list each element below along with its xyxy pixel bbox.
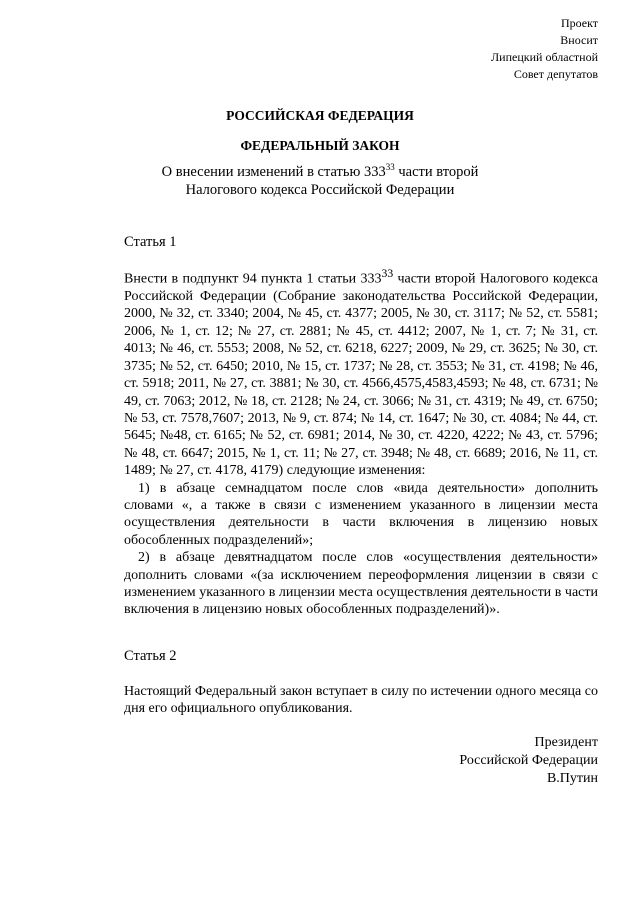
signature-name: В.Путин — [546, 771, 598, 786]
article1-intro-superscript: 33 — [381, 267, 394, 280]
article1-item2: 2) в абзаце девятнадцатом после слов «осуществления деятельности» дополнить словами «(за исключением переоформления лицензии в связи с изменением указанного в лицензии места осуществления деятельности в части включения в лицензию новых обособленных подразделений)». — [124, 550, 598, 618]
article1-label: Статья 1 — [124, 234, 177, 250]
project-header — [491, 15, 598, 83]
law-title-line1 — [90, 163, 550, 181]
article1-intro-part1: Внести в подпункт 94 пункта 1 статьи 333 — [124, 271, 382, 287]
law-type-heading: ФЕДЕРАЛЬНЫЙ ЗАКОН — [240, 138, 400, 153]
law-title — [90, 163, 550, 199]
law-title-part1: О внесении изменений в статью 333 — [161, 164, 386, 180]
article1-item1: 1) в абзаце семнадцатом после слов «вида деятельности» дополнить словами «, а также в связи с изменением указанного в лицензии места осуществления деятельности в части включения в лицензию новых обособленных подразделений»; — [124, 480, 598, 548]
law-title-line2: Налогового кодекса Российской Федерации — [185, 182, 455, 198]
signature-block — [459, 734, 598, 788]
header-line-council: Липецкий областной — [491, 50, 598, 64]
article2-body — [124, 683, 598, 718]
article1-body — [124, 265, 598, 619]
law-title-part2: части второй — [394, 164, 479, 180]
article2-text: Настоящий Федеральный закон вступает в силу по истечении одного месяца со дня его официального опубликования. — [124, 684, 598, 717]
signature-country: Российской Федерации — [459, 753, 598, 768]
article2-label: Статья 2 — [124, 648, 177, 664]
header-line-project: Проект — [560, 16, 598, 30]
federation-heading: РОССИЙСКАЯ ФЕДЕРАЦИЯ — [226, 108, 414, 123]
article1-intro — [124, 265, 598, 480]
header-line-submitted: Вносит — [560, 33, 598, 47]
article1-intro-part2: части второй Налогового кодекса Российской Федерации (Собрание законодательства Российской Федерации, 2000, № 32, ст. 3340; 2004, № 45, ст. 4377; 2005, № 30, ст. 3117; № 52, ст. 5581; 2006, № 1, ст. 12; № 27, ст. 2881; № 45, ст. 4412; 2007, № 1, ст. 7; № 31, ст. 4013; № 46, ст. 5553; 2008, № 52, ст. 6218, 6227; 2009, № 29, ст. 3625; № 30, ст. 3735; № 52, ст. 6450; 2010, № 15, ст. 1737; № 28, ст. 3553; № 31, ст. 4198; № 46, ст. 5918; 2011, № 27, ст. 3881; № 30, ст. 4566,4575,4583,4593; № 48, ст. 6731; № 49, ст. 7063; 2012, № 18, ст. 2128; № 24, ст. 3066; № 31, ст. 4319; № 49, ст. 6750; № 53, ст. 7578,7607; 2013, № 9, ст. 874; № 14, ст. 1647; № 30, ст. 4084; № 44, ст. 5645; №48, ст. 6165; № 52, ст. 6981; 2014, № 30, ст. 4220, 4222; № 43, ст. 5796; № 48, ст. 6647; 2015, № 1, ст. 11; № 27, ст. 3948; № 48, ст. 6689; 2016, № 11, ст. 1489; № 27, ст. 4178, 4179) следующие изменения: — [124, 271, 599, 479]
signature-title: Президент — [534, 735, 598, 750]
law-title-superscript: 33 — [385, 162, 395, 173]
header-line-deputies: Совет депутатов — [513, 67, 598, 81]
